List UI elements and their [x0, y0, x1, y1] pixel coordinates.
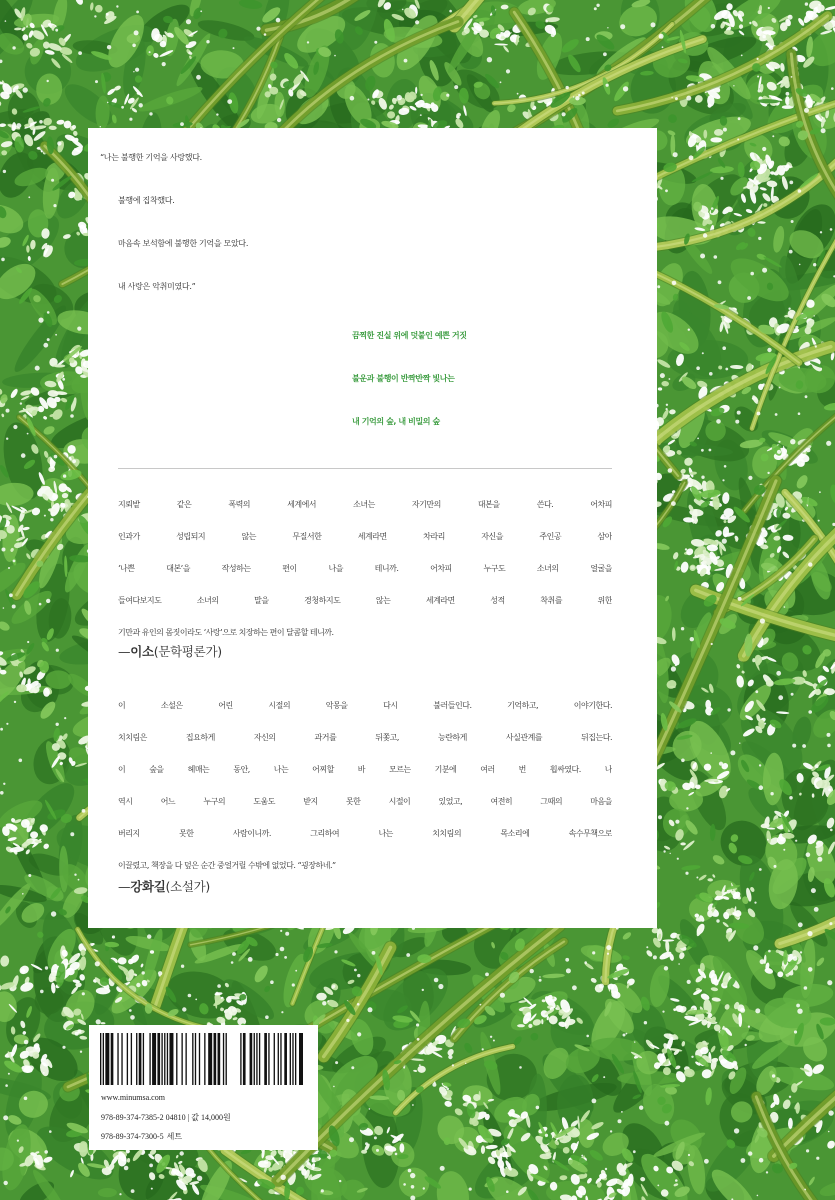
review-line: 이 숲을 헤매는 동안, 나는 어찌할 바 모르는 기분에 여러 번 휩싸였다. 나 [118, 765, 612, 774]
barcode-bar [280, 1033, 281, 1085]
barcode-bar [121, 1033, 122, 1085]
barcode-bar [199, 1033, 200, 1085]
review-line: 인과가 성립되지 않는 무질서한 세계라면 차라리 자신을 주인공 삼아 [118, 532, 612, 541]
barcode-bar [164, 1033, 165, 1085]
quote-line: 불행에 집착했다. [118, 196, 175, 205]
barcode-bar [268, 1033, 269, 1085]
barcode-bar [284, 1033, 287, 1085]
set-isbn-line [101, 1130, 311, 1144]
barcode-bar [204, 1033, 205, 1085]
isbn-barcode-panel [89, 1025, 318, 1150]
barcode-bar [143, 1033, 144, 1085]
barcode-bar [167, 1033, 168, 1085]
review-line: 치치림은 집요하게 자신의 과거를 뒤쫓고, 능란하게 사실관계를 뒤집는다. [118, 733, 612, 742]
barcode-bar [157, 1033, 160, 1085]
quote-line: “나는 불행한 기억을 사랑했다. [100, 153, 202, 162]
barcode-bar [192, 1033, 193, 1085]
barcode-bar [136, 1033, 137, 1085]
review-attribution [118, 877, 612, 897]
barcode-bar [264, 1033, 267, 1085]
barcode-bar [290, 1033, 291, 1085]
barcode-bar [105, 1033, 109, 1085]
barcode-bar [195, 1033, 196, 1085]
quote-line: 마음속 보석함에 불행한 기억을 모았다. [118, 239, 249, 248]
barcode-bar [139, 1033, 142, 1085]
barcode-bar [243, 1033, 246, 1085]
barcode-bar [214, 1033, 217, 1085]
barcode-bar [103, 1033, 104, 1085]
quote-line: 내 사랑은 악취미였다.” [118, 282, 196, 291]
review-line: 지뢰밭 같은 폭력의 세계에서 소녀는 자기만의 대본을 쓴다. 어차피 [118, 500, 612, 509]
barcode-bar [218, 1033, 221, 1085]
review-blurb [118, 690, 612, 897]
barcode-bar [117, 1033, 118, 1085]
section-divider [118, 468, 612, 469]
barcode-bar [254, 1033, 255, 1085]
review-line: 들여다보지도 소녀의 말을 경청하지도 않는 세계라면 성적 착취를 위한 [118, 596, 612, 605]
barcode-bar [176, 1033, 177, 1085]
review-line: 이 소설은 어린 시절의 악몽을 다시 불러들인다. 기억하고, 이야기한다. [118, 701, 612, 710]
epigraph-quote [88, 136, 657, 308]
barcode-bar [100, 1033, 101, 1085]
barcode-bar [131, 1033, 132, 1085]
attribution-dash: — [118, 644, 131, 659]
barcode-bar [208, 1033, 212, 1085]
back-cover-text-panel [88, 128, 657, 928]
attribution-dash: — [118, 879, 131, 894]
set-isbn: 978-89-374-7300-5 [101, 1132, 164, 1141]
review-line: 기만과 유인의 몸짓이라도 ‘사랑’으로 치장하는 편이 달콤할 테니까. [118, 628, 334, 637]
barcode-bar [181, 1033, 182, 1085]
barcode-bar [295, 1033, 296, 1085]
barcode-bar [161, 1033, 162, 1085]
reviewer-name: 강화길 [130, 879, 166, 894]
barcode-bar [259, 1033, 260, 1085]
review-attribution [118, 642, 612, 662]
review-blurb [118, 489, 612, 662]
set-label: 세트 [166, 1132, 183, 1141]
reviewer-name: 이소 [130, 644, 154, 659]
review-line: 이끌렸고, 책장을 다 덮은 순간 중얼거릴 수밖에 없었다. “굉장하네.” [118, 861, 336, 870]
barcode-bar [127, 1033, 128, 1085]
barcode-bar [292, 1033, 293, 1085]
review-line: 역시 어느 누구의 도움도 받지 못한 시절이 있었고, 여전히 그때의 마음을 [118, 797, 612, 806]
isbn-barcode [100, 1033, 303, 1085]
tagline-line: 내 기억의 숲, 내 비밀의 숲 [352, 417, 440, 426]
barcode-bar [111, 1033, 114, 1085]
review-line: ‘나쁜 대본’을 작성하는 편이 나을 테니까. 어차피 누구도 소녀의 얼굴을 [118, 564, 612, 573]
barcode-bar [185, 1033, 186, 1085]
isbn-price-line: 978-89-374-7385-2 04810 | 값 14,000원 [101, 1113, 231, 1122]
barcode-bar [274, 1033, 275, 1085]
tagline-line: 불운과 불행이 반짝반짝 빛나는 [352, 374, 455, 383]
barcode-bar [149, 1033, 150, 1085]
reviewer-role: (문학평론가) [153, 644, 222, 659]
barcode-bar [278, 1033, 279, 1085]
barcode-bar [226, 1033, 227, 1085]
barcode-bar [223, 1033, 224, 1085]
barcode-bar [299, 1033, 303, 1085]
tagline-line: 끔찍한 진실 위에 덧붙인 예쁜 거짓 [352, 331, 467, 340]
review-line: 버리지 못한 사람이니까. 그리하여 나는 치치림의 목소리에 속수무책으로 [118, 829, 612, 838]
barcode-bar [240, 1033, 241, 1085]
publisher-website: www.minumsa.com [101, 1093, 165, 1102]
barcode-bar [256, 1033, 257, 1085]
barcode-bar [169, 1033, 173, 1085]
reviewer-role: (소설가) [165, 879, 211, 894]
barcode-bar [152, 1033, 156, 1085]
barcode-bar [250, 1033, 253, 1085]
green-tagline [352, 314, 644, 443]
